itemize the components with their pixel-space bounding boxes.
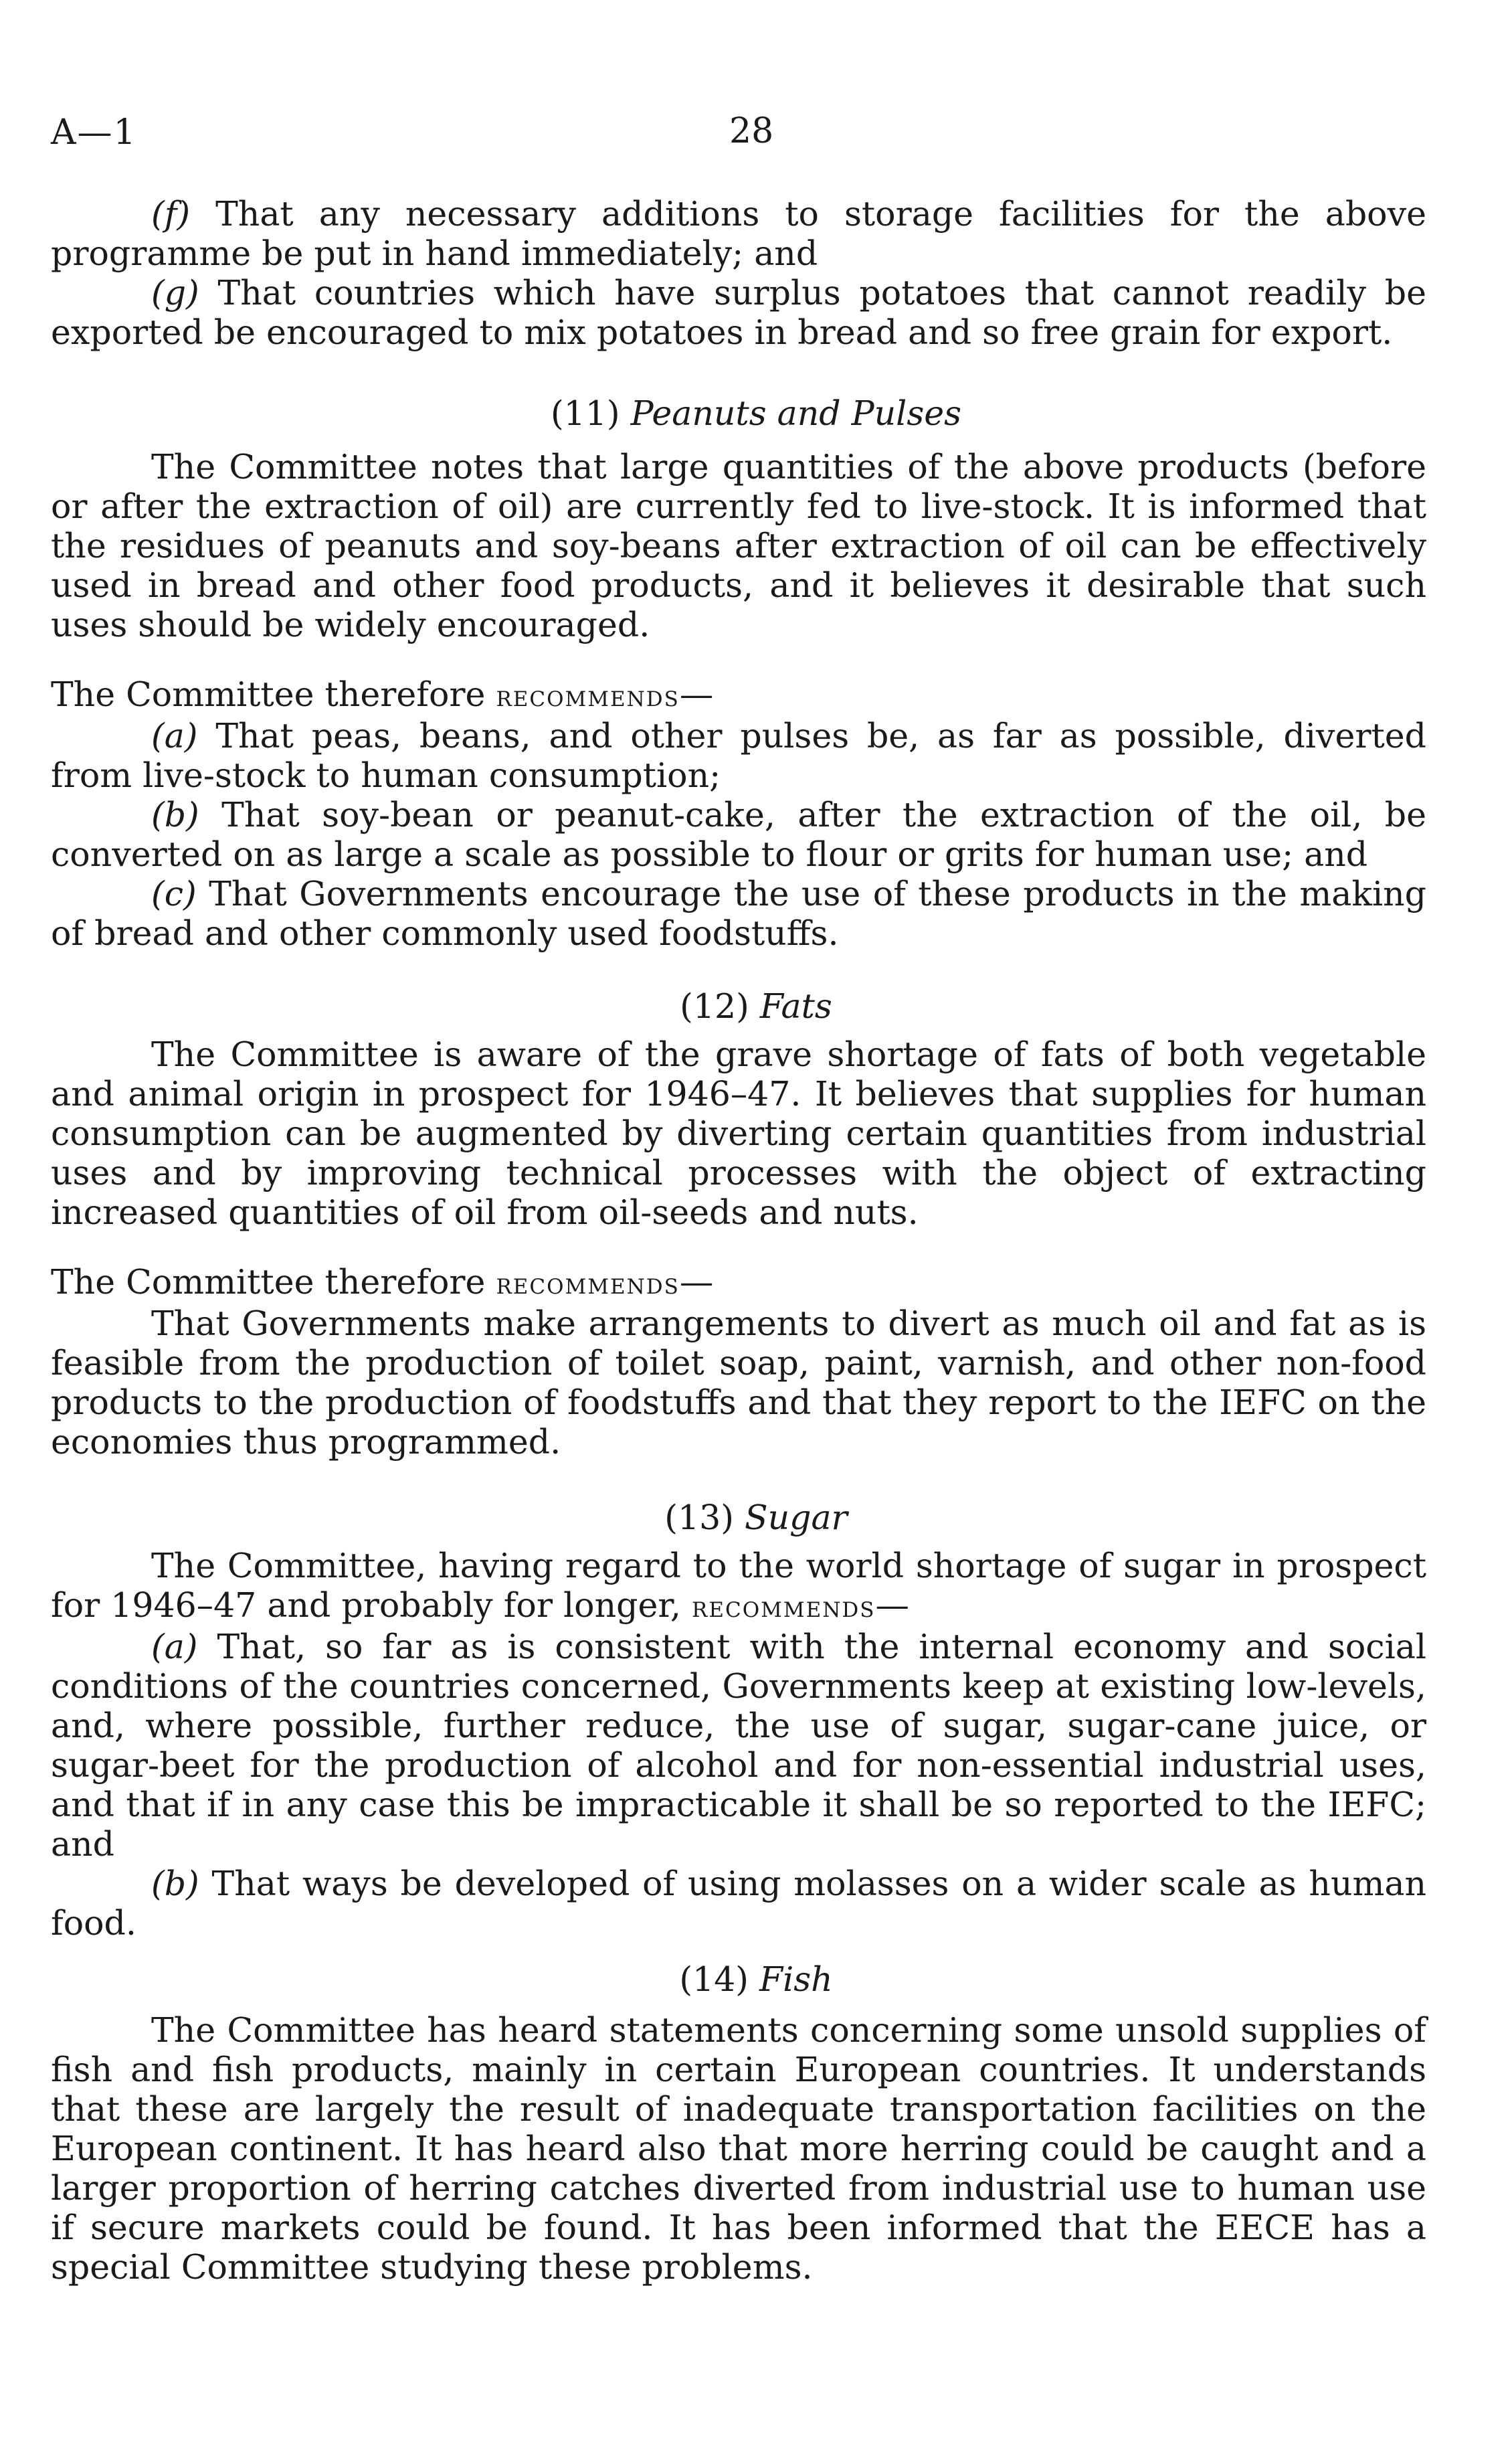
list-item — [51, 273, 1426, 352]
section-title: Fish — [759, 1959, 833, 1999]
section-number: (12) — [680, 986, 760, 1026]
section-14-body — [51, 2010, 1426, 2287]
paragraph: The Committee notes that large quantities of the above products (before or after the extraction of oil) are currently fed to live-stock. It is informed that the residues of peanuts and soy-beans after extraction of oil can be effectively used in bread and other food products, and it believes it desirable that such uses should be widely encouraged. — [51, 447, 1426, 644]
section-heading-13 — [0, 1498, 1512, 1537]
list-item — [51, 194, 1426, 273]
list-item — [51, 1864, 1426, 1943]
list-item — [51, 795, 1426, 874]
section-13-body — [51, 1546, 1426, 1943]
paragraph: The Committee is aware of the grave shortage of fats of both vegetable and animal origin in prospect for 1946–47. It believes that supplies for human consumption can be augmented by diverting certain quantities from industrial uses and by improving technical processes with the object of extracting increased quantities of oil from oil-seeds and nuts. — [51, 1035, 1426, 1232]
document-reference: A—1 — [51, 112, 137, 153]
list-item — [51, 874, 1426, 953]
recommends-word: recommends — [496, 1267, 680, 1301]
list-item — [51, 1627, 1426, 1864]
section-heading-14 — [0, 1959, 1512, 1999]
item-text: That countries which have surplus potatoes that cannot readily be exported be encouraged to mix potatoes in bread and so free grain for export. — [51, 273, 1426, 352]
item-label: (b) — [151, 1864, 199, 1903]
recommendation-lead: The Committee therefore recommends— — [51, 675, 714, 714]
items-top — [51, 194, 1426, 352]
list-item — [51, 716, 1426, 795]
item-label: (f) — [151, 194, 191, 234]
paragraph: The Committee, having regard to the world shortage of sugar in prospect for 1946–47 and probably for longer, recommends— — [51, 1546, 1426, 1625]
item-label: (a) — [151, 1627, 198, 1666]
section-11-intro — [51, 447, 1426, 644]
item-text: That ways be developed of using molasses on a wider scale as human food. — [51, 1864, 1426, 1943]
item-label: (g) — [151, 273, 199, 313]
section-heading-12 — [0, 986, 1512, 1026]
section-title: Sugar — [745, 1498, 848, 1537]
item-label: (c) — [151, 874, 197, 913]
item-text: That Governments encourage the use of these products in the making of bread and other commonly used foodstuffs. — [51, 874, 1426, 953]
section-12-recommendations — [51, 1262, 1426, 1462]
recommendation-lead: The Committee therefore recommends— — [51, 1262, 714, 1302]
section-title: Fats — [759, 986, 832, 1026]
item-text: That peas, beans, and other pulses be, as far as possible, diverted from live-stock to human consumption; — [51, 716, 1426, 795]
paragraph: That Governments make arrangements to divert as much oil and fat as is feasible from the production of toilet soap, paint, varnish, and other non-food products to the production of foodstuffs and that they report to the IEFC on the economies thus programmed. — [51, 1304, 1426, 1462]
section-11-recommendations — [51, 675, 1426, 953]
item-text: That soy-bean or peanut-cake, after the extraction of the oil, be converted on as large a scale as possible to flour or grits for human use; and — [51, 795, 1426, 874]
section-heading-11 — [0, 393, 1512, 433]
section-number: (11) — [550, 393, 631, 433]
section-number: (14) — [679, 1959, 760, 1999]
paragraph: The Committee has heard statements concerning some unsold supplies of fish and fish products, mainly in certain European countries. It understands that these are largely the result of inadequate transportation facilities on the European continent. It has heard also that more herring could be caught and a larger proportion of herring catches diverted from industrial use to human use if secure markets could be found. It has been informed that the EECE has a special Committee studying these problems. — [51, 2010, 1426, 2287]
recommends-word: recommends — [692, 1590, 876, 1624]
section-12-intro — [51, 1035, 1426, 1232]
section-number: (13) — [664, 1498, 745, 1537]
item-text: That any necessary additions to storage facilities for the above programme be put in hand immediately; and — [51, 194, 1426, 273]
section-title: Peanuts and Pulses — [630, 393, 962, 433]
item-label: (a) — [151, 716, 198, 756]
item-label: (b) — [151, 795, 199, 835]
item-text: That, so far as is consistent with the internal economy and social conditions of the countries concerned, Governments keep at existing low-levels, and, where possible, further reduce, the use of sugar, sugar-cane juice, or sugar-beet for the production of alcohol and for non-essential industrial uses, and that if in any case this be impracticable it shall be so reported to the IEFC; and — [51, 1627, 1426, 1864]
page-number: 28 — [729, 111, 774, 151]
recommends-word: recommends — [496, 679, 680, 713]
